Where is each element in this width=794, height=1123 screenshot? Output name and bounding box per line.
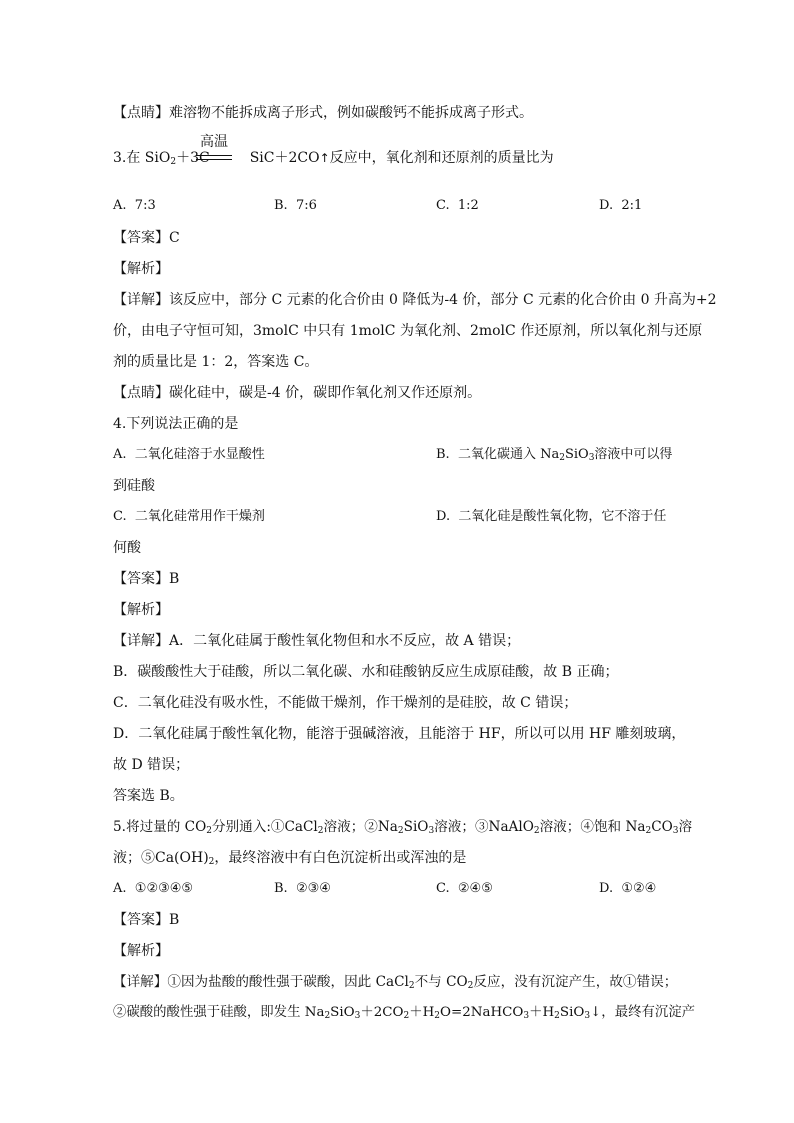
q4-option-d-cont: 何酸 xyxy=(113,540,141,556)
q5-answer: 【答案】B xyxy=(113,912,180,928)
q4-detail-c: C．二氧化硅没有吸水性，不能做干燥剂，作干燥剂的是硅胶，故 C 错误； xyxy=(113,695,578,711)
q3-stem: 3.在 SiO$_2$＋3C SiC＋2CO↑反应中，氧化剂和还原剂的质量比为 xyxy=(113,150,554,167)
q4-analysis-tag: 【解析】 xyxy=(113,602,169,618)
q4-detail-a: 【详解】A．二氧化硅属于酸性氧化物但和水不反应，故 A 错误； xyxy=(113,633,521,649)
reaction-condition: 高温 xyxy=(200,134,228,150)
q4-option-a: A. 二氧化硅溶于水显酸性 xyxy=(113,447,265,462)
q4-detail-d2: 故 D 错误； xyxy=(113,757,190,773)
q3-number: 3. xyxy=(113,150,127,166)
q3-point: 【点睛】碳化硅中，碳是-4 价，碳即作氧化剂又作还原剂。 xyxy=(113,385,482,401)
point-tag: 【点睛】 xyxy=(113,105,169,121)
q3-option-d: D. 2:1 xyxy=(599,198,643,213)
q5-option-b: B. ②③④ xyxy=(274,881,331,896)
q3-option-c: C. 1:2 xyxy=(436,198,479,213)
q5-option-d: D. ①②④ xyxy=(599,881,657,896)
q3-option-a: A. 7:3 xyxy=(113,198,156,213)
q5-stem-1: 5.将过量的 $CO_2$分别通入:①CaCl$_2$溶液；$②Na_2SiO_3$溶液；③NaAlO$_2$溶液；④饱和 $Na_2CO_3$溶 xyxy=(113,819,693,836)
q3-detail-1: 【详解】该反应中，部分 C 元素的化合价由 0 降低为-4 价，部分 C 元素的化合价由 0 升高为+2 xyxy=(113,292,717,308)
q3-option-b: B. 7:6 xyxy=(274,198,317,213)
q3-analysis-tag: 【解析】 xyxy=(113,261,169,277)
up-arrow-icon: ↑ xyxy=(319,151,330,165)
q4-option-c: C. 二氧化硅常用作干燥剂 xyxy=(113,509,265,524)
q5-option-a: A. ①②③④⑤ xyxy=(113,881,194,896)
q4-stem: 4.下列说法正确的是 xyxy=(113,416,239,432)
q5-analysis-tag: 【解析】 xyxy=(113,943,169,959)
q5-detail-1: 【详解】①因为盐酸的酸性强于碳酸，因此 CaCl$_2$不与 $CO_2$反应，没有沉淀产生，故①错误； xyxy=(113,974,678,991)
q5-detail-2: ②碳酸的酸性强于硅酸，即发生 $Na_2SiO_3+2CO_2+H_2O=2NaHCO_3+H_2SiO_3↓$，最终有沉淀产 xyxy=(113,1005,696,1021)
q4-option-d: D. 二氧化硅是酸性氧化物，它不溶于任 xyxy=(436,509,667,524)
q5-stem-2: 液；$⑤Ca(OH)_2$，最终溶液中有白色沉淀析出或浑浊的是 xyxy=(113,850,467,867)
q3-answer: 【答案】C xyxy=(113,230,180,246)
q3-detail-3: 剂的质量比是 1：2，答案选 C。 xyxy=(113,354,319,370)
q4-conclusion: 答案选 B。 xyxy=(113,788,184,804)
point-text: 难溶物不能拆成离子形式，例如碳酸钙不能拆成离子形式。 xyxy=(169,105,533,121)
q2-point-line xyxy=(113,103,688,123)
q4-option-b-cont: 到硅酸 xyxy=(113,478,155,494)
q4-detail-d1: D．二氧化硅属于酸性氧化物，能溶于强碱溶液，且能溶于 HF，所以可以用 HF 雕刻玻璃， xyxy=(113,726,686,742)
q4-answer: 【答案】B xyxy=(113,571,180,587)
q4-option-b: B. 二氧化碳通入 $Na_2SiO_3$溶液中可以得 xyxy=(436,447,673,463)
q5-option-c: C. ②④⑤ xyxy=(436,881,493,896)
q4-detail-b: B．碳酸酸性大于硅酸，所以二氧化碳、水和硅酸钠反应生成原硅酸，故 B 正确； xyxy=(113,664,619,680)
q3-detail-2: 价，由电子守恒可知，3molC 中只有 1molC 为氧化剂、2molC 作还原剂，所以氧化剂与还原 xyxy=(113,323,703,339)
